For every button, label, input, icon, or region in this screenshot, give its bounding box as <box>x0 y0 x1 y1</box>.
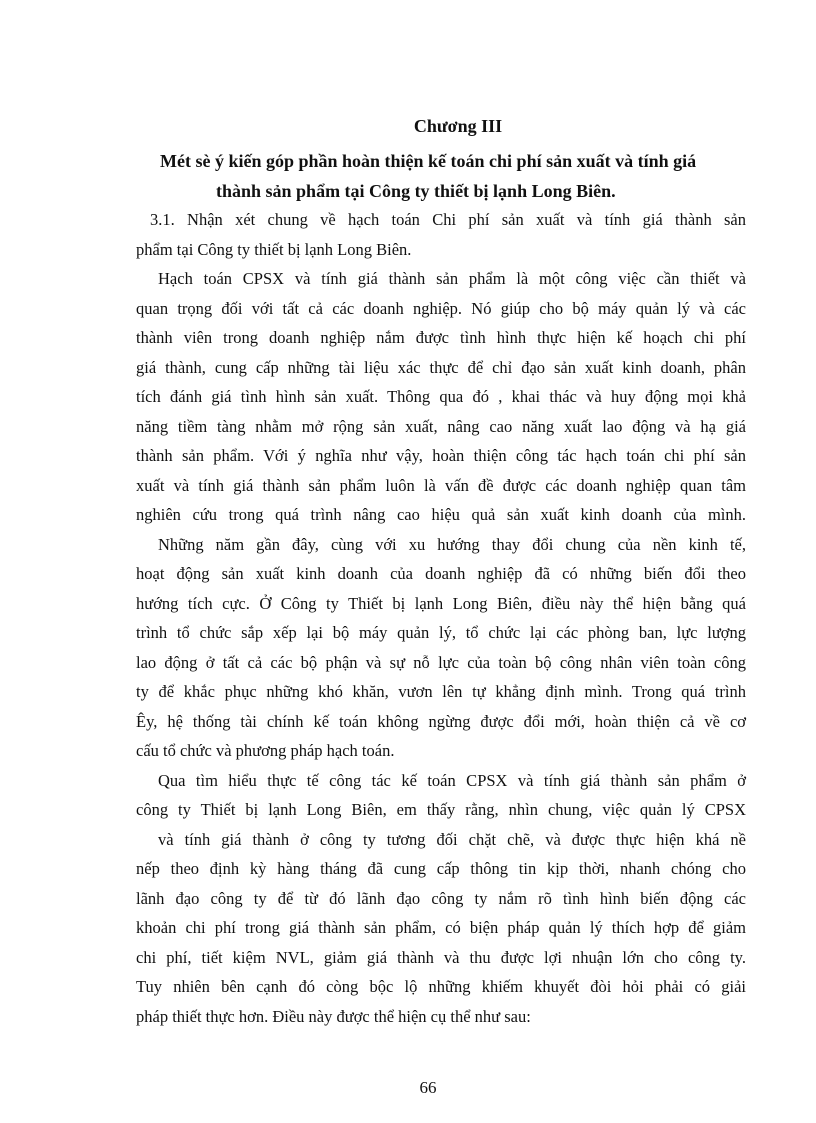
paragraph-line: pháp thiết thực hơn. Điều này được thể hiện cụ thể như sau: <box>136 1006 531 1026</box>
paragraph-1 <box>136 264 746 530</box>
paragraph-line: thành viên trong doanh nghiệp nắm được tình hình thực hiện kế hoạch chi phí <box>136 328 746 347</box>
paragraph-line: hoạt động sản xuất kinh doanh của doanh nghiệp đã có những biến đổi theo <box>136 564 746 583</box>
paragraph-line: thành sản phẩm. Với ý nghĩa như vậy, hoàn thiện công tác hạch toán chi phí sản <box>136 446 746 465</box>
paragraph-line: Hạch toán CPSX và tính giá thành sản phẩm là một công việc cần thiết và <box>158 269 746 288</box>
paragraph-line: hướng tích cực. Ở Công ty Thiết bị lạnh Long Biên, điều này thể hiện bằng quá <box>136 593 746 613</box>
paragraph-line: ty để khắc phục những khó khăn, vươn lên tự khẳng định mình. Trong quá trình <box>136 682 746 701</box>
paragraph-line: Những năm gần đây, cùng với xu hướng thay đổi chung của nền kinh tế, <box>158 534 746 554</box>
paragraph-line: Êy, hệ thống tài chính kế toán không ngừng được đổi mới, hoàn thiện cả về cơ <box>136 711 746 731</box>
section-heading-line-2: phẩm tại Công ty thiết bị lạnh Long Biên. <box>136 239 412 259</box>
paragraph-line: năng tiềm tàng nhằm mở rộng sản xuất, nâng cao năng xuất lao động và hạ giá <box>136 416 746 436</box>
chapter-title <box>150 146 746 206</box>
paragraph-line: giá thành, cung cấp những tài liệu xác thực để chỉ đạo sản xuất kinh doanh, phân <box>136 357 746 377</box>
paragraph-line: cấu tổ chức và phương pháp hạch toán. <box>136 741 395 760</box>
page-number: 66 <box>419 1078 437 1097</box>
paragraph-line: khoản chi phí trong giá thành sản phẩm, có biện pháp quản lý thích hợp để giảm <box>136 918 746 937</box>
paragraph-line: tích đánh giá tình hình sản xuất. Thông qua đó , khai thác và huy động mọi khả <box>136 387 746 406</box>
paragraph-line: quan trọng đối với tất cả các doanh nghiệp. Nó giúp cho bộ máy quản lý và các <box>136 298 746 318</box>
paragraph-line: chi phí, tiết kiệm NVL, giảm giá thành và thu được lợi nhuận lớn cho công ty. <box>136 947 746 967</box>
paragraph-line: lao động ở tất cả các bộ phận và sự nỗ lực của toàn bộ công nhân viên toàn công <box>136 652 746 672</box>
paragraph-line: công ty Thiết bị lạnh Long Biên, em thấy rằng, nhìn chung, việc quản lý CPSX <box>136 800 746 819</box>
document-body <box>136 205 746 1031</box>
paragraph-line: nghiên cứu trong quá trình nâng cao hiệu quả sản xuất kinh doanh của mình. <box>136 505 746 524</box>
chapter-title-line-2: thành sản phẩm tại Công ty thiết bị lạnh Long Biên. <box>216 181 616 201</box>
paragraph-line: Qua tìm hiểu thực tế công tác kế toán CPSX và tính giá thành sản phẩm ở <box>158 770 746 790</box>
paragraph-line: Tuy nhiên bên cạnh đó còng bộc lộ những khiếm khuyết đòi hỏi phải có giải <box>136 977 746 996</box>
paragraph-line: trình tổ chức sắp xếp lại bộ máy quản lý, tổ chức lại các phòng ban, lực lượng <box>136 623 746 642</box>
paragraph-line: xuất và tính giá thành sản phẩm luôn là vấn đề được các doanh nghiệp quan tâm <box>136 475 746 495</box>
paragraph-line: lãnh đạo công ty để từ đó lãnh đạo công ty nắm rõ tình hình biến động các <box>136 888 746 908</box>
paragraph-2 <box>136 530 746 766</box>
chapter-title-line-1: Mét sè ý kiến góp phần hoàn thiện kế toán chi phí sản xuất và tính giá <box>160 151 697 171</box>
paragraph-line: và tính giá thành ở công ty tương đối chặt chẽ, và được thực hiện khá nề <box>158 829 746 849</box>
paragraph-3 <box>136 766 746 1032</box>
chapter-heading: Chương III <box>413 116 503 136</box>
paragraph-line: nếp theo định kỳ hàng tháng đã cung cấp thông tin kịp thời, nhanh chóng cho <box>136 859 746 878</box>
section-heading-line-1: 3.1. Nhận xét chung về hạch toán Chi phí sản xuất và tính giá thành sản <box>150 210 746 229</box>
section-heading <box>136 205 746 264</box>
